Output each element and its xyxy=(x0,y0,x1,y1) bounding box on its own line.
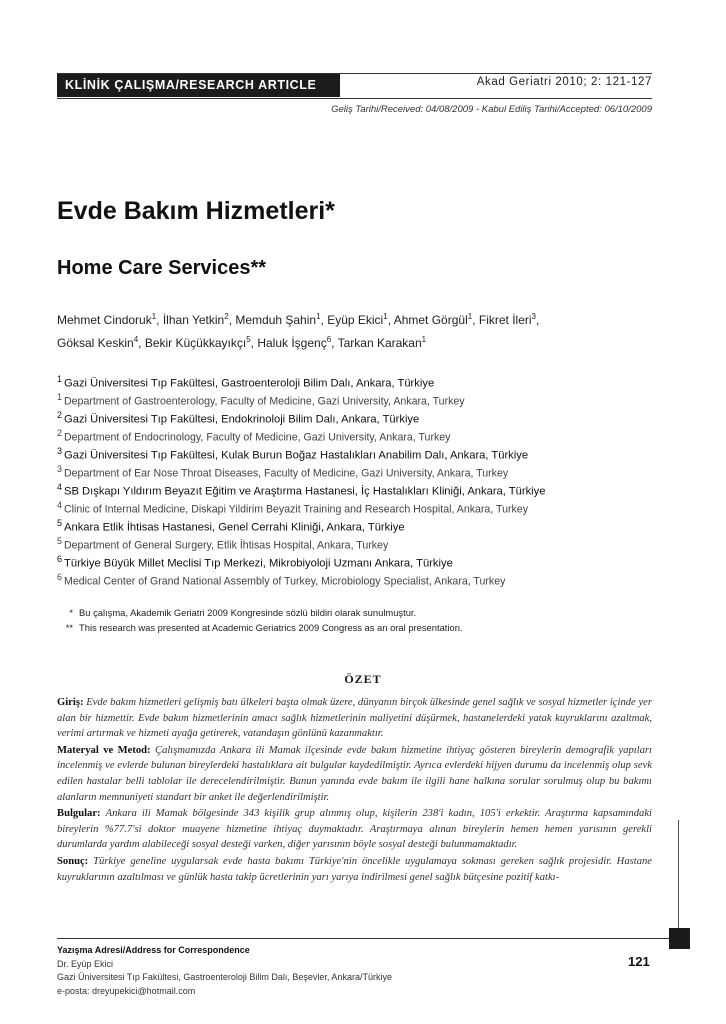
correspondence-heading: Yazışma Adresi/Address for Correspondence xyxy=(57,945,250,955)
author: Ahmet Görgül$^1$, xyxy=(393,312,479,327)
author: Göksal Keskin$^4$, xyxy=(57,335,145,350)
page-number: 121 xyxy=(628,954,650,969)
abstract-section: Giriş: Evde bakım hizmetleri gelişmiş batı ülkeleri başta olmak üzere, dünyanın birçok ülkesinde genel sağlık ve sosyal hizmetler içinde yer alan bir hizmettir. Evde bakım hizmetlerinin amacı sağlık hizmetlerinin maliyetini düşürmek, hastanelerdeki yatak kuyruklarını azaltmak, verimi artırmak ve hizmeti ayağa getirerek, vatandaşın gönlünü kazanmaktır. xyxy=(57,697,652,740)
affiliation-turkish: $^6$ Türkiye Büyük Millet Meclisi Tıp Merkezi, Mikrobiyoloji Uzmanı Ankara, Türkiye xyxy=(57,554,453,570)
article-title-english: Home Care Services** xyxy=(57,257,267,279)
author: Bekir Küçükkayıkçı$^5$, xyxy=(144,335,258,350)
margin-rule xyxy=(678,820,679,930)
affiliation-turkish: $^2$ Gazi Üniversitesi Tıp Fakültesi, Endokrinoloji Bilim Dalı, Ankara, Türkiye xyxy=(57,410,420,426)
footnotes xyxy=(57,605,463,635)
affiliation-turkish: $^3$ Gazi Üniversitesi Tıp Fakültesi, Kulak Burun Boğaz Hastalıkları Anabilim Dalı, Ankara, Türkiye xyxy=(57,446,529,462)
affiliation-english: $^1$ Department of Gastroenterology, Faculty of Medicine, Gazi University, Ankara, Turkey xyxy=(57,392,465,408)
footnote: ** This research was presented at Academic Geriatrics 2009 Congress as an oral presentation. xyxy=(65,622,463,633)
received-accepted-dates: Geliş Tarihi/Received: 04/08/2009 - Kabul Ediliş Tarihi/Accepted: 06/10/2009 xyxy=(331,104,652,115)
affiliation-turkish: $^5$ Ankara Etlik İhtisas Hastanesi, Genel Cerrahi Kliniği, Ankara, Türkiye xyxy=(57,518,405,534)
author: İlhan Yetkin$^2$, xyxy=(162,312,236,327)
header-bottom-rule xyxy=(57,98,652,99)
author: Mehmet Cindoruk$^1$, xyxy=(57,312,163,327)
affiliation-list xyxy=(57,370,667,586)
abstract-body xyxy=(57,695,652,886)
affiliation-turkish: $^4$ SB Dışkapı Yıldırım Beyazıt Eğitim ve Araştırma Hastanesi, İç Hastalıkları Kliniği, Ankara, Türkiye xyxy=(57,482,546,498)
author: Haluk İşgenç$^6$, xyxy=(257,335,338,350)
abstract-section: Sonuç: Türkiye geneline uygularsak evde hasta bakımı Türkiye'nin öncelikle uygulamaya sokması gereken sağlık projesidir. Hastane kuyruklarının azaltılması ve günlük hasta takip ücretlerinin yarı yarıya indirilmesi genel sağlık bütçesine pozitif katkı- xyxy=(57,855,652,883)
author: Memduh Şahin$^1$, xyxy=(235,312,328,327)
journal-reference: Akad Geriatri 2010; 2: 121-127 xyxy=(476,76,652,88)
abstract-section: Bulgular: Ankara ili Mamak bölgesinde 343 kişilik grup alınmış olup, kişilerin 238'i kadın, 105'i erkektir. Araştırma kapsamındaki bireylerin %77.7'si doktor muayene hizmetine ihtiyaç duymaktadır. Araştırmaya alınan bireylerin hemen hemen yarısının gerekli durumlarda yardım alabileceği sosyal desteği varken, diğer yarısının böyle sosyal desteği bulunmamaktadır. xyxy=(57,808,652,851)
affiliation-english: $^6$ Medical Center of Grand National Assembly of Turkey, Microbiology Specialist, Ankara, Turkey xyxy=(57,572,506,588)
abstract-section: Materyal ve Metod: Çalışmamızda Ankara ili Mamak ilçesinde evde bakım hizmetine ihtiyaç gösteren bireylerin demografik yapıları incelenmiş ve evlerde bulunan bireylerdeki hastalıklara ait bulgular kaydedilmiştir. Ayrıca evlerdeki hijyen durumu da incelenmiş olup sevk edilen hastalar belli tablolar ile derecelendirilmiştir. Bunun yanında evde bakım ile ilgili hane halkına sorular sorulmuş olup bu bakımı alanların memnuniyeti standart bir anket ile değerlendirilmiştir. xyxy=(57,744,652,803)
correspondence-block xyxy=(57,944,392,998)
author: Fikret İleri$^3$, xyxy=(478,312,540,327)
author: Eyüp Ekici$^1$, xyxy=(327,312,394,327)
affiliation-english: $^4$ Clinic of Internal Medicine, Diskapi Yildirim Beyazit Training and Research Hospital, Ankara, Turkey xyxy=(57,500,528,516)
author: Tarkan Karakan$^1$ xyxy=(337,335,427,350)
correspondence-address: Gazi Üniversitesi Tıp Fakültesi, Gastroenteroloji Bilim Dalı, Beşevler, Ankara/Türkiye xyxy=(57,972,392,982)
affiliation-english: $^5$ Department of General Surgery, Etlik İhtisas Hospital, Ankara, Turkey xyxy=(57,536,389,552)
correspondence-name: Dr. Eyüp Ekici xyxy=(57,958,114,969)
section-label: KLİNİK ÇALIŞMA/RESEARCH ARTICLE xyxy=(57,74,340,97)
article-title-turkish: Evde Bakım Hizmetleri* xyxy=(57,197,335,225)
footer-corner-square xyxy=(669,928,690,949)
affiliation-english: $^2$ Department of Endocrinology, Faculty of Medicine, Gazi University, Ankara, Turkey xyxy=(57,428,451,444)
author-list xyxy=(57,307,617,353)
abstract-heading: ÖZET xyxy=(344,672,382,686)
correspondence-email: e-posta: dreyupekici@hotmail.com xyxy=(57,985,196,996)
affiliation-turkish: $^1$ Gazi Üniversitesi Tıp Fakültesi, Gastroenteroloji Bilim Dalı, Ankara, Türkiye xyxy=(57,374,435,390)
affiliation-english: $^3$ Department of Ear Nose Throat Diseases, Faculty of Medicine, Gazi University, Ankara, Turkey xyxy=(57,464,509,480)
footer-rule xyxy=(57,938,687,939)
footnote: * Bu çalışma, Akademik Geriatri 2009 Kongresinde sözlü bildiri olarak sunulmuştur. xyxy=(69,607,417,618)
